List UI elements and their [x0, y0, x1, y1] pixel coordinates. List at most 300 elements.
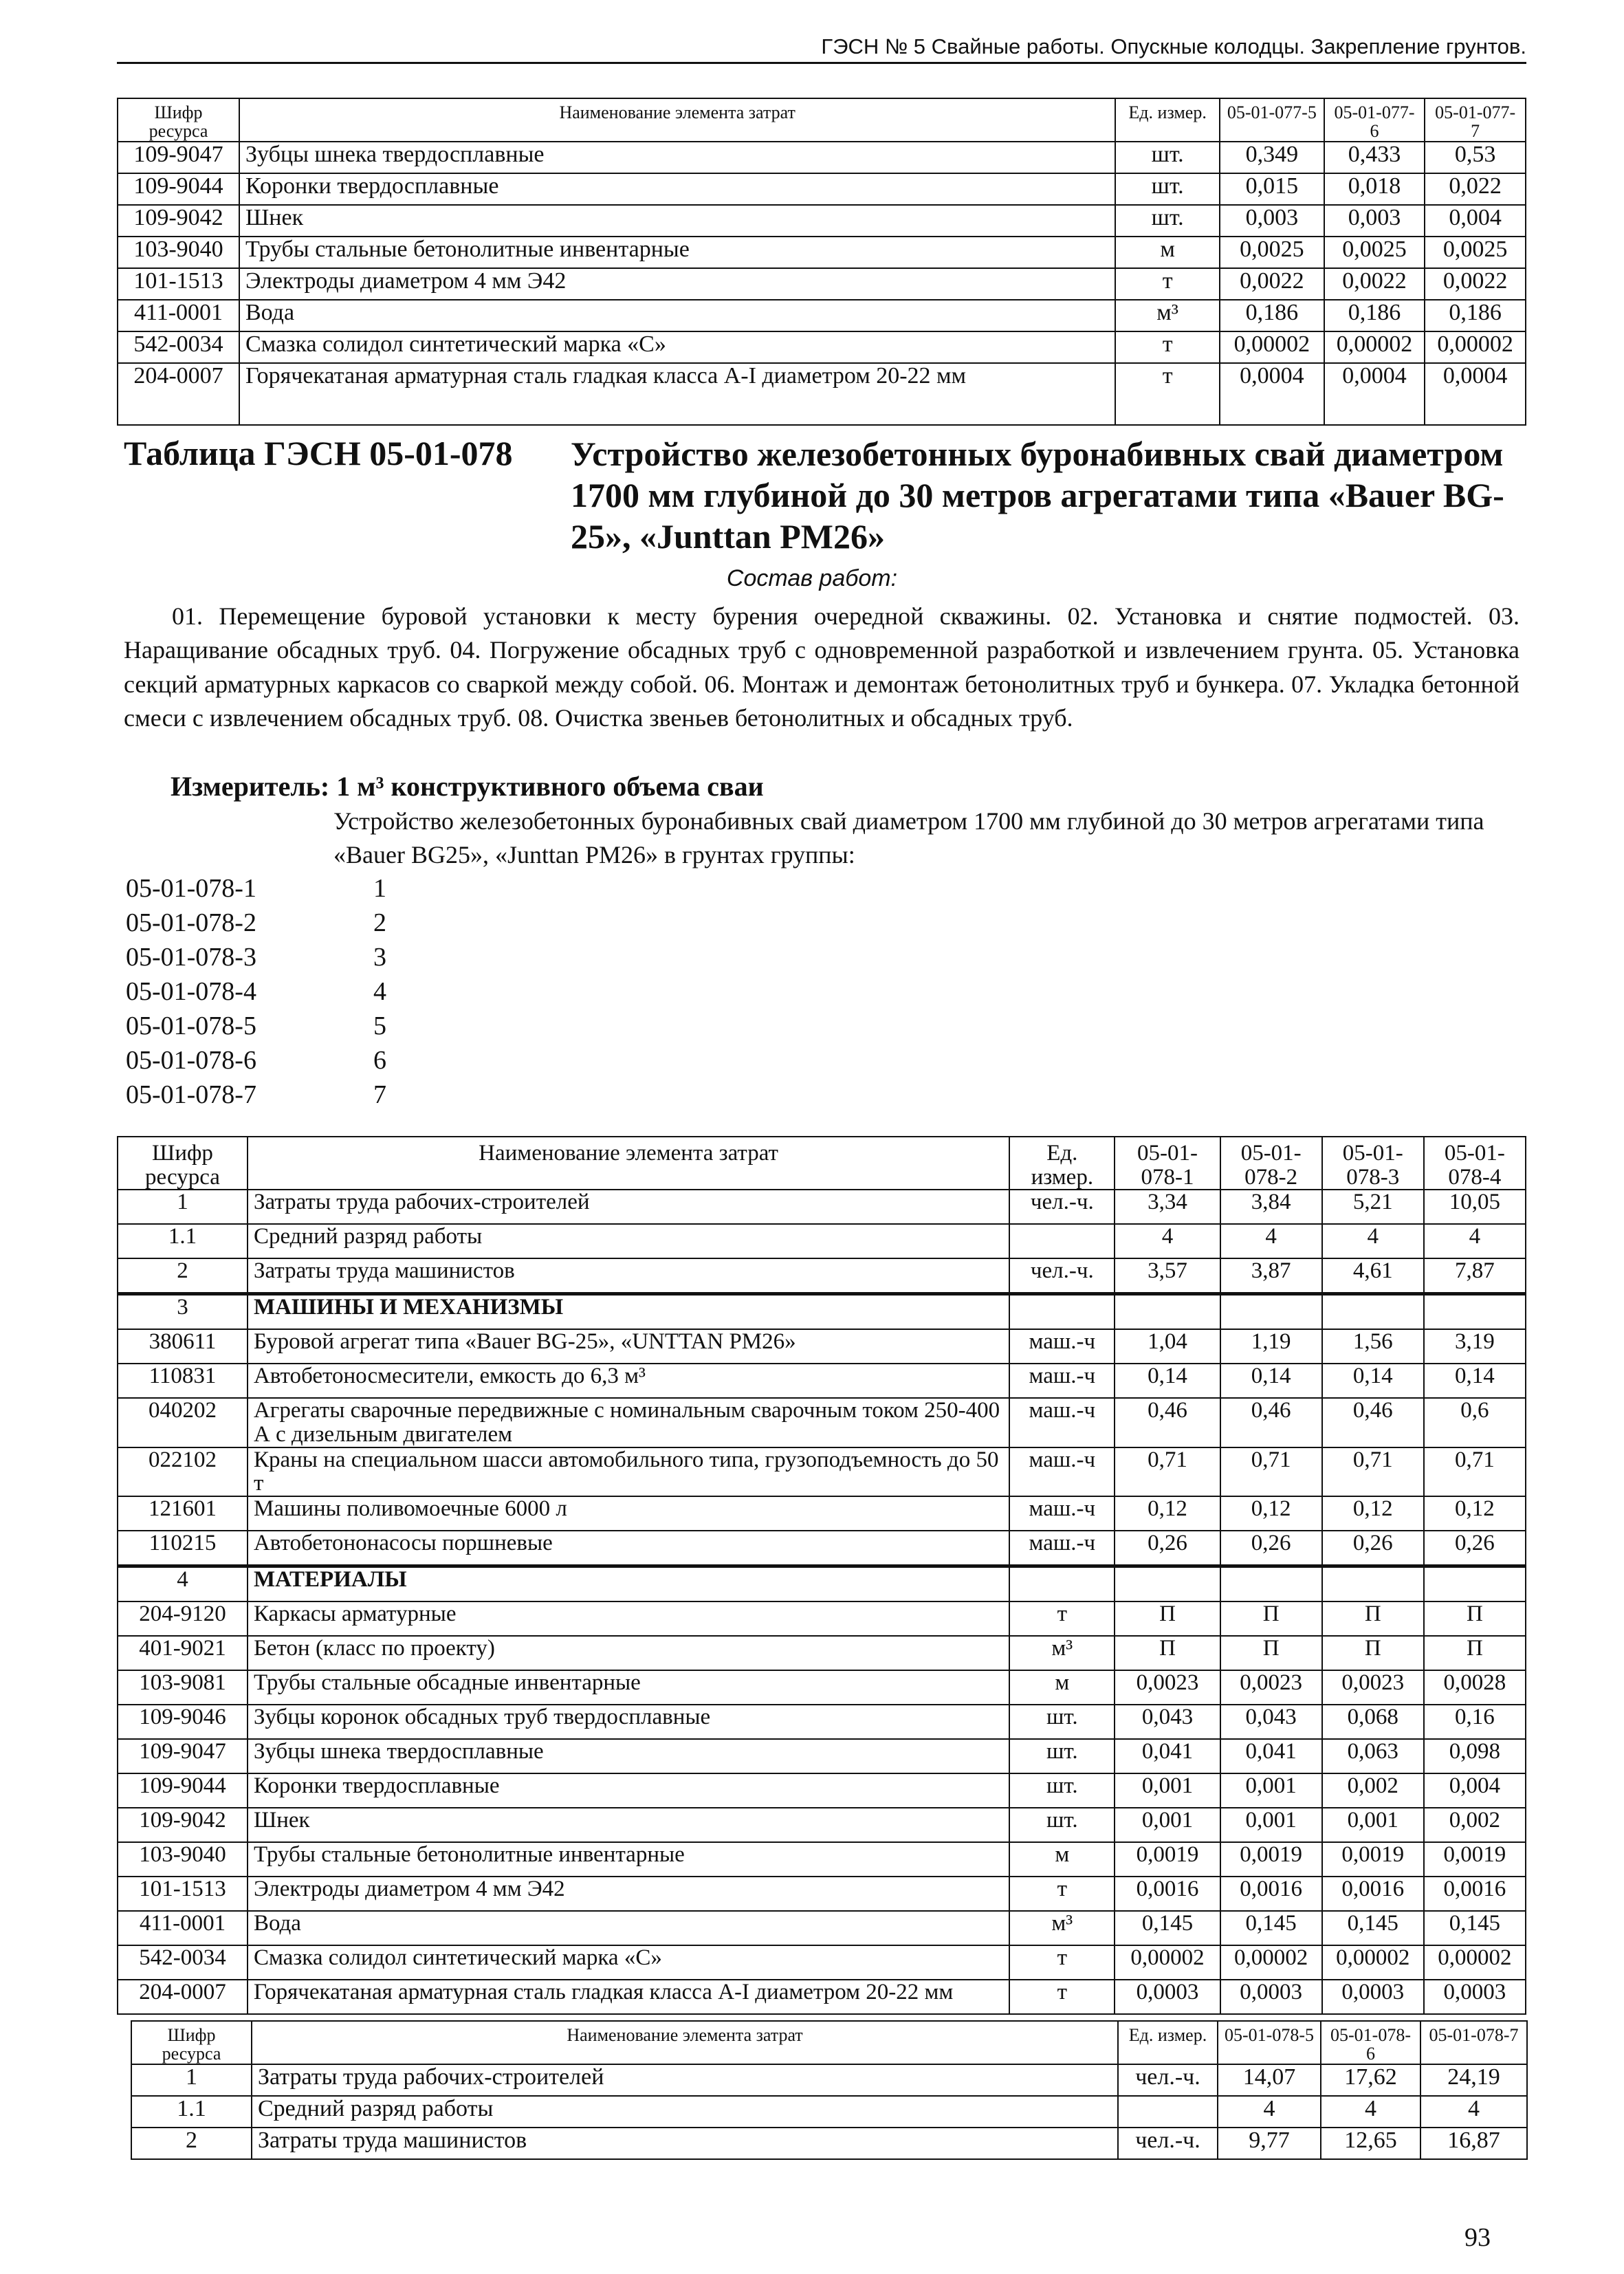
cell-code: 040202: [118, 1398, 248, 1447]
cell-unit: шт.: [1115, 142, 1220, 173]
cell-name: Зубцы коронок обсадных труб твердосплавные: [248, 1705, 1009, 1739]
table-row: [118, 1224, 1526, 1258]
running-header: ГЭСН № 5 Свайные работы. Опускные колодцы. Закрепление грунтов.: [117, 34, 1526, 64]
cell-value: 0,0004: [1324, 363, 1425, 425]
cell-unit: шт.: [1009, 1739, 1115, 1773]
cell-value: 3,87: [1220, 1258, 1322, 1294]
cell-unit: м: [1009, 1670, 1115, 1705]
cell-value: 0,002: [1424, 1808, 1526, 1842]
cell-code: 411-0001: [118, 300, 239, 331]
list-item: [126, 873, 386, 908]
cell-name: Вода: [239, 300, 1115, 331]
cell-unit: [1009, 1224, 1115, 1258]
norm-code: 05-01-078-2: [126, 908, 256, 937]
table-row: [118, 173, 1526, 205]
cell-value: 0,004: [1424, 1773, 1526, 1808]
header-code: Шифр ресурса: [131, 2021, 252, 2064]
table-row: [118, 1739, 1526, 1773]
cell-value: 0,003: [1324, 205, 1425, 237]
cell-value: 0,00002: [1324, 331, 1425, 363]
cell-value: 0,00002: [1115, 1945, 1220, 1980]
cell-unit: м³: [1009, 1636, 1115, 1670]
cell-value: 7,87: [1424, 1258, 1526, 1294]
cell-value: 0,14: [1220, 1364, 1322, 1398]
table-body: [131, 2064, 1527, 2159]
header-col-3: 05-01-078-7: [1420, 2021, 1527, 2064]
cell-name: Электроды диаметром 4 мм Э42: [239, 268, 1115, 300]
cell-value: 0,00002: [1424, 1945, 1526, 1980]
norm-code: 05-01-078-1: [126, 874, 256, 903]
cell-name: Краны на специальном шасси автомобильного типа, грузоподъемность до 50 т: [248, 1447, 1009, 1496]
cell-value: 5,21: [1322, 1190, 1424, 1224]
cell-value: 0,004: [1425, 205, 1526, 237]
list-item: [126, 942, 386, 976]
cell-value: 0,043: [1115, 1705, 1220, 1739]
cell-value: 4: [1322, 1224, 1424, 1258]
cell-code: 109-9044: [118, 173, 239, 205]
cell-value: [1220, 1294, 1322, 1330]
cell-unit: маш.-ч: [1009, 1496, 1115, 1531]
cell-value: 3,84: [1220, 1190, 1322, 1224]
cell-value: 0,0003: [1322, 1980, 1424, 2014]
cell-value: 0,003: [1220, 205, 1324, 237]
cell-code: 022102: [118, 1447, 248, 1496]
cell-unit: [1118, 2096, 1218, 2128]
cell-value: П: [1115, 1636, 1220, 1670]
table-header-row: [131, 2021, 1527, 2064]
header-col-4: 05-01-078-4: [1424, 1137, 1526, 1190]
cell-code: 542-0034: [118, 331, 239, 363]
cell-value: 9,77: [1218, 2128, 1321, 2159]
cell-value: 4: [1218, 2096, 1321, 2128]
cell-value: П: [1424, 1636, 1526, 1670]
work-description: 01. Перемещение буровой установки к месту бурения очередной скважины. 02. Установка и снятие подмостей. 03. Наращивание обсадных труб. 04. Погружение обсадных труб с одновременной разработкой и извлечением грунта. 05. Установка секций арматурных каркасов со сваркой между собой. 06. Монтаж и демонтаж бетонолитных труб и бункера. 07. Укладка бетонной смеси с извлечением обсадных труб. 08. Очистка звеньев бетонолитных и обсадных труб.: [124, 602, 1519, 732]
cell-value: 0,0023: [1322, 1670, 1424, 1705]
cell-value: 0,0023: [1220, 1670, 1322, 1705]
table-body: [118, 142, 1526, 425]
cell-name: Вода: [248, 1911, 1009, 1945]
cell-value: 0,0019: [1220, 1842, 1322, 1877]
table-row: [118, 205, 1526, 237]
cell-value: П: [1220, 1636, 1322, 1670]
cell-code: 101-1513: [118, 1877, 248, 1911]
table-row: [118, 1258, 1526, 1294]
header-col-3: 05-01-078-3: [1322, 1137, 1424, 1190]
norm-code: 05-01-078-4: [126, 977, 256, 1006]
cell-unit: м: [1115, 237, 1220, 268]
cell-unit: т: [1115, 268, 1220, 300]
table-row: [118, 1877, 1526, 1911]
cell-name: Затраты труда машинистов: [248, 1258, 1009, 1294]
cell-value: 0,001: [1115, 1773, 1220, 1808]
cell-value: П: [1322, 1601, 1424, 1636]
cell-unit: т: [1009, 1980, 1115, 2014]
cell-code: 103-9040: [118, 237, 239, 268]
cell-code: 2: [118, 1258, 248, 1294]
table-row: [118, 1294, 1526, 1330]
cell-value: 0,46: [1322, 1398, 1424, 1447]
table-header-row: [118, 1137, 1526, 1190]
table-row: [118, 1601, 1526, 1636]
table-row: [118, 1842, 1526, 1877]
table-row: [118, 1364, 1526, 1398]
cell-value: 3,19: [1424, 1329, 1526, 1364]
cell-value: 0,145: [1115, 1911, 1220, 1945]
list-item: [126, 1011, 386, 1045]
cell-value: 4: [1115, 1224, 1220, 1258]
cell-value: 0,015: [1220, 173, 1324, 205]
header-unit: Ед. измер.: [1118, 2021, 1218, 2064]
resource-table-bottom: [131, 2020, 1528, 2160]
cell-code: 101-1513: [118, 268, 239, 300]
cell-name: Горячекатаная арматурная сталь гладкая класса А-I диаметром 20-22 мм: [248, 1980, 1009, 2014]
cell-value: 0,001: [1322, 1808, 1424, 1842]
cell-value: 0,0022: [1425, 268, 1526, 300]
table-row: [118, 268, 1526, 300]
table-row: [118, 1911, 1526, 1945]
table-header-row: [118, 98, 1526, 142]
table-label: Таблица ГЭСН 05-01-078: [124, 434, 513, 472]
cell-value: 0,0003: [1220, 1980, 1322, 2014]
cell-name: Агрегаты сварочные передвижные с номинальным сварочным током 250-400 А с дизельным двигателем: [248, 1398, 1009, 1447]
cell-name: Зубцы шнека твердосплавные: [248, 1739, 1009, 1773]
cell-value: [1322, 1294, 1424, 1330]
table-row: [118, 1808, 1526, 1842]
cell-code: 109-9042: [118, 205, 239, 237]
cell-value: 0,018: [1324, 173, 1425, 205]
cell-value: 0,0019: [1115, 1842, 1220, 1877]
cell-code: 204-0007: [118, 363, 239, 425]
soil-group: 1: [373, 874, 386, 903]
cell-value: 0,068: [1322, 1705, 1424, 1739]
cell-value: 1,19: [1220, 1329, 1322, 1364]
cell-value: 0,0016: [1424, 1877, 1526, 1911]
cell-value: 0,16: [1424, 1705, 1526, 1739]
cell-unit: чел.-ч.: [1118, 2064, 1218, 2096]
header-name: Наименование элемента затрат: [252, 2021, 1118, 2064]
header-col-2: 05-01-077-6: [1324, 98, 1425, 142]
cell-code: 401-9021: [118, 1636, 248, 1670]
cell-code: 542-0034: [118, 1945, 248, 1980]
table-row: [118, 1670, 1526, 1705]
cell-name: Горячекатаная арматурная сталь гладкая класса А-I диаметром 20-22 мм: [239, 363, 1115, 425]
cell-code: 204-0007: [118, 1980, 248, 2014]
cell-value: 0,433: [1324, 142, 1425, 173]
cell-value: 0,001: [1220, 1773, 1322, 1808]
cell-value: 0,12: [1424, 1496, 1526, 1531]
table-row: [118, 1190, 1526, 1224]
cell-unit: маш.-ч: [1009, 1398, 1115, 1447]
cell-value: 0,002: [1322, 1773, 1424, 1808]
cell-value: [1424, 1566, 1526, 1601]
cell-value: 0,26: [1322, 1531, 1424, 1566]
cell-value: 0,12: [1220, 1496, 1322, 1531]
cell-value: [1322, 1566, 1424, 1601]
cell-value: [1424, 1294, 1526, 1330]
list-item: [126, 1045, 386, 1080]
cell-code: 1: [118, 1190, 248, 1224]
norm-code: 05-01-078-6: [126, 1046, 256, 1075]
cell-name: Шнек: [248, 1808, 1009, 1842]
cell-code: 109-9042: [118, 1808, 248, 1842]
cell-name: Смазка солидол синтетический марка «С»: [248, 1945, 1009, 1980]
cell-value: 0,0016: [1115, 1877, 1220, 1911]
cell-code: 109-9047: [118, 1739, 248, 1773]
soil-group: 7: [373, 1080, 386, 1109]
cell-unit: чел.-ч.: [1009, 1190, 1115, 1224]
cell-name: Трубы стальные обсадные инвентарные: [248, 1670, 1009, 1705]
table-row: [118, 1773, 1526, 1808]
cell-value: [1115, 1566, 1220, 1601]
soil-group: 6: [373, 1046, 386, 1075]
cell-value: 0,0022: [1220, 268, 1324, 300]
table-row: [118, 1980, 1526, 2014]
cell-value: 0,0019: [1322, 1842, 1424, 1877]
cell-value: 0,71: [1220, 1447, 1322, 1496]
soil-group: 4: [373, 977, 386, 1006]
cell-value: 16,87: [1420, 2128, 1527, 2159]
cell-code: 3: [118, 1294, 248, 1330]
header-col-2: 05-01-078-2: [1220, 1137, 1322, 1190]
cell-unit: маш.-ч: [1009, 1447, 1115, 1496]
cell-unit: шт.: [1009, 1773, 1115, 1808]
cell-value: 0,46: [1220, 1398, 1322, 1447]
cell-value: 0,00002: [1220, 1945, 1322, 1980]
measure-unit: Измеритель: 1 м³ конструктивного объема сваи: [171, 771, 764, 802]
cell-code: 109-9044: [118, 1773, 248, 1808]
code-list: [126, 873, 386, 1114]
cell-unit: т: [1009, 1601, 1115, 1636]
cell-name: Автобетононасосы поршневые: [248, 1531, 1009, 1566]
cell-value: 0,46: [1115, 1398, 1220, 1447]
cell-value: 0,12: [1322, 1496, 1424, 1531]
cell-code: 380611: [118, 1329, 248, 1364]
cell-code: 121601: [118, 1496, 248, 1531]
cell-value: П: [1220, 1601, 1322, 1636]
norm-code: 05-01-078-7: [126, 1080, 256, 1109]
cell-value: 0,001: [1220, 1808, 1322, 1842]
cell-value: 0,349: [1220, 142, 1324, 173]
cell-unit: маш.-ч: [1009, 1329, 1115, 1364]
cell-name: Бетон (класс по проекту): [248, 1636, 1009, 1670]
table-row: [118, 363, 1526, 425]
cell-code: 110831: [118, 1364, 248, 1398]
header-name: Наименование элемента затрат: [248, 1137, 1009, 1190]
cell-name: Коронки твердосплавные: [248, 1773, 1009, 1808]
cell-name: МАШИНЫ И МЕХАНИЗМЫ: [248, 1294, 1009, 1330]
table-row: [118, 237, 1526, 268]
cell-value: 0,098: [1424, 1739, 1526, 1773]
table-row: [118, 1945, 1526, 1980]
cell-value: 0,0004: [1220, 363, 1324, 425]
cell-code: 204-9120: [118, 1601, 248, 1636]
cell-name: Трубы стальные бетонолитные инвентарные: [239, 237, 1115, 268]
cell-value: 0,14: [1424, 1364, 1526, 1398]
cell-unit: т: [1009, 1945, 1115, 1980]
table-row: [118, 1447, 1526, 1496]
cell-name: Шнек: [239, 205, 1115, 237]
cell-value: П: [1424, 1601, 1526, 1636]
cell-unit: маш.-ч: [1009, 1364, 1115, 1398]
cell-value: 0,0022: [1324, 268, 1425, 300]
header-unit: Ед. измер.: [1009, 1137, 1115, 1190]
cell-value: 0,022: [1425, 173, 1526, 205]
cell-name: Затраты труда машинистов: [252, 2128, 1118, 2159]
cell-unit: шт.: [1009, 1705, 1115, 1739]
list-item: [126, 908, 386, 942]
cell-name: Затраты труда рабочих-строителей: [248, 1190, 1009, 1224]
cell-value: 17,62: [1321, 2064, 1420, 2096]
table-row: [118, 1398, 1526, 1447]
cell-name: Каркасы арматурные: [248, 1601, 1009, 1636]
cell-unit: шт.: [1115, 205, 1220, 237]
cell-value: 3,34: [1115, 1190, 1220, 1224]
cell-code: 2: [131, 2128, 252, 2159]
cell-name: Средний разряд работы: [252, 2096, 1118, 2128]
cell-value: 0,71: [1424, 1447, 1526, 1496]
cell-value: 24,19: [1420, 2064, 1527, 2096]
cell-value: 0,0003: [1115, 1980, 1220, 2014]
cell-value: 0,001: [1115, 1808, 1220, 1842]
table-row: [118, 300, 1526, 331]
table-row: [131, 2128, 1527, 2159]
cell-value: 1,04: [1115, 1329, 1220, 1364]
table-row: [118, 331, 1526, 363]
list-item: [126, 1080, 386, 1114]
cell-value: П: [1115, 1601, 1220, 1636]
cell-value: 0,00002: [1425, 331, 1526, 363]
cell-code: 1.1: [118, 1224, 248, 1258]
cell-code: 1: [131, 2064, 252, 2096]
cell-value: 4: [1424, 1224, 1526, 1258]
table-row: [118, 1636, 1526, 1670]
cell-code: 110215: [118, 1531, 248, 1566]
table-row: [118, 1496, 1526, 1531]
table-row: [118, 1531, 1526, 1566]
cell-value: 0,00002: [1220, 331, 1324, 363]
header-name: Наименование элемента затрат: [239, 98, 1115, 142]
cell-value: 0,0025: [1324, 237, 1425, 268]
cell-name: Буровой агрегат типа «Bauer BG-25», «UNTTAN PM26»: [248, 1329, 1009, 1364]
norm-code: 05-01-078-5: [126, 1012, 256, 1040]
cell-value: 0,71: [1115, 1447, 1220, 1496]
table-row: [118, 1566, 1526, 1601]
variant-description: Устройство железобетонных буронабивных свай диаметром 1700 мм глубиной до 30 метров агрегатами типа «Bauer BG25», «Junttan PM26» в грунтах группы:: [333, 807, 1484, 869]
resource-table-top: [117, 98, 1526, 426]
cell-unit: чел.-ч.: [1118, 2128, 1218, 2159]
cell-code: 4: [118, 1566, 248, 1601]
cell-value: 0,0025: [1425, 237, 1526, 268]
cell-code: 411-0001: [118, 1911, 248, 1945]
cell-value: 0,0016: [1322, 1877, 1424, 1911]
cell-unit: м: [1009, 1842, 1115, 1877]
cell-value: 1,56: [1322, 1329, 1424, 1364]
cell-value: 0,0016: [1220, 1877, 1322, 1911]
table-row: [118, 1705, 1526, 1739]
cell-name: Смазка солидол синтетический марка «С»: [239, 331, 1115, 363]
cell-value: 0,186: [1324, 300, 1425, 331]
cell-name: Средний разряд работы: [248, 1224, 1009, 1258]
cell-unit: м³: [1115, 300, 1220, 331]
cell-unit: маш.-ч: [1009, 1531, 1115, 1566]
table-row: [118, 142, 1526, 173]
cell-unit: шт.: [1115, 173, 1220, 205]
table-row: [131, 2096, 1527, 2128]
list-item: [126, 976, 386, 1011]
cell-value: 0,14: [1322, 1364, 1424, 1398]
cell-value: 3,57: [1115, 1258, 1220, 1294]
table-row: [131, 2064, 1527, 2096]
header-code: Шифр ресурса: [118, 1137, 248, 1190]
cell-value: 0,0019: [1424, 1842, 1526, 1877]
table-row: [118, 1329, 1526, 1364]
table-title: Устройство железобетонных буронабивных свай диаметром 1700 мм глубиной до 30 метров агрегатами типа «Bauer BG-25», «Junttan PM26»: [571, 435, 1504, 556]
cell-name: Электроды диаметром 4 мм Э42: [248, 1877, 1009, 1911]
cell-unit: чел.-ч.: [1009, 1258, 1115, 1294]
cell-value: П: [1322, 1636, 1424, 1670]
cell-name: Автобетоносмесители, емкость до 6,3 м³: [248, 1364, 1009, 1398]
cell-code: 109-9047: [118, 142, 239, 173]
cell-value: 0,145: [1322, 1911, 1424, 1945]
cell-value: 12,65: [1321, 2128, 1420, 2159]
cell-value: 0,0025: [1220, 237, 1324, 268]
cell-value: 0,0028: [1424, 1670, 1526, 1705]
cell-unit: т: [1009, 1877, 1115, 1911]
cell-name: Трубы стальные бетонолитные инвентарные: [248, 1842, 1009, 1877]
header-col-1: 05-01-078-1: [1115, 1137, 1220, 1190]
resource-table-main: [117, 1136, 1526, 2015]
cell-code: 109-9046: [118, 1705, 248, 1739]
cell-value: 0,0023: [1115, 1670, 1220, 1705]
header-col-1: 05-01-077-5: [1220, 98, 1324, 142]
cell-value: 0,145: [1424, 1911, 1526, 1945]
cell-unit: [1009, 1294, 1115, 1330]
cell-unit: м³: [1009, 1911, 1115, 1945]
cell-value: [1115, 1294, 1220, 1330]
header-unit: Ед. измер.: [1115, 98, 1220, 142]
cell-value: 10,05: [1424, 1190, 1526, 1224]
cell-value: 0,186: [1425, 300, 1526, 331]
soil-group: 5: [373, 1012, 386, 1040]
header-code: Шифр ресурса: [118, 98, 239, 142]
cell-unit: шт.: [1009, 1808, 1115, 1842]
norm-code: 05-01-078-3: [126, 943, 256, 972]
header-col-3: 05-01-077-7: [1425, 98, 1526, 142]
cell-value: 0,0004: [1425, 363, 1526, 425]
cell-value: 4: [1321, 2096, 1420, 2128]
cell-value: 0,041: [1220, 1739, 1322, 1773]
cell-value: 0,26: [1220, 1531, 1322, 1566]
cell-name: МАТЕРИАЛЫ: [248, 1566, 1009, 1601]
cell-value: 0,6: [1424, 1398, 1526, 1447]
cell-name: Коронки твердосплавные: [239, 173, 1115, 205]
cell-code: 1.1: [131, 2096, 252, 2128]
header-col-2: 05-01-078-6: [1321, 2021, 1420, 2064]
soil-group: 3: [373, 943, 386, 972]
cell-unit: [1009, 1566, 1115, 1601]
cell-value: 0,0003: [1424, 1980, 1526, 2014]
cell-value: 14,07: [1218, 2064, 1321, 2096]
cell-value: 4: [1220, 1224, 1322, 1258]
cell-name: Зубцы шнека твердосплавные: [239, 142, 1115, 173]
cell-unit: т: [1115, 331, 1220, 363]
cell-value: 0,00002: [1322, 1945, 1424, 1980]
cell-name: Машины поливомоечные 6000 л: [248, 1496, 1009, 1531]
cell-value: 4: [1420, 2096, 1527, 2128]
cell-name: Затраты труда рабочих-строителей: [252, 2064, 1118, 2096]
cell-code: 103-9081: [118, 1670, 248, 1705]
cell-value: 0,26: [1424, 1531, 1526, 1566]
